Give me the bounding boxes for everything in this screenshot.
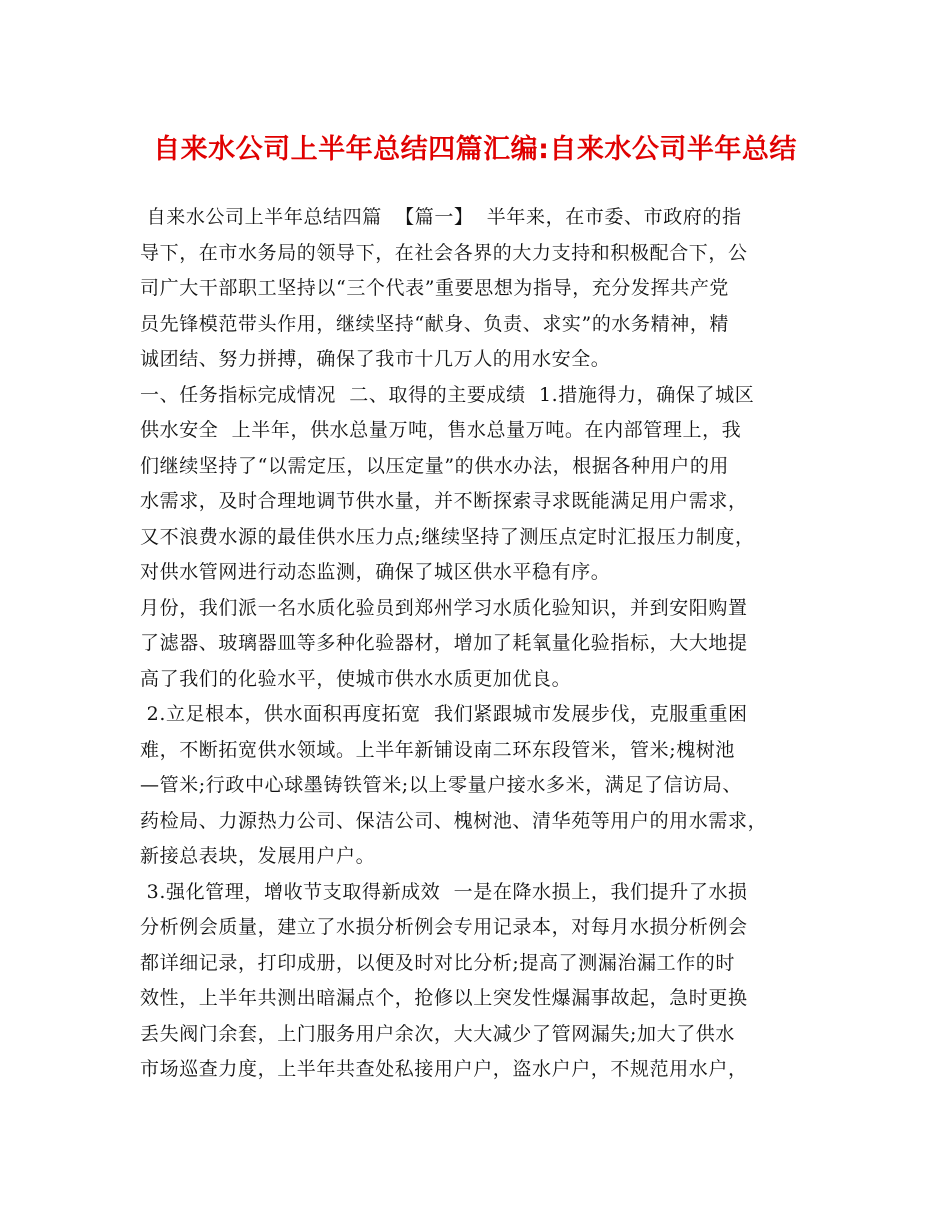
text-line: 药检局、力源热力公司、保洁公司、槐树池、清华苑等用户的用水需求， [140, 809, 768, 832]
text-line: 新接总表块，发展用户户。 [140, 845, 376, 867]
text-line: 们继续坚持了“以需定压，以压定量”的供水办法，根据各种用户的用 [140, 454, 730, 477]
text-line: 司广大干部职工坚持以“三个代表”重要思想为指导，充分发挥共产党 [140, 277, 730, 299]
text-line: 又不浪费水源的最佳供水压力点;继续坚持了测压点定时汇报压力制度， [140, 525, 755, 548]
text-line: 了滤器、玻璃器皿等多种化验器材，增加了耗氧量化验指标，大大地提 [140, 632, 748, 654]
text-line: 分析例会质量，建立了水损分析例会专用记录本，对每月水损分析例会 [140, 916, 748, 938]
document-title: 自来水公司上半年总结四篇汇编:自来水公司半年总结 [153, 134, 797, 165]
text-line: 导下，在市水务局的领导下，在社会各界的大力支持和积极配合下，公 [140, 241, 748, 264]
text-line: 一、任务指标完成情况 二、取得的主要成绩 1.措施得力，确保了城区 [140, 383, 755, 406]
text-line: 供水安全 上半年，供水总量万吨，售水总量万吨。在内部管理上，我 [140, 419, 742, 441]
text-line: —管米;行政中心球墨铸铁管米;以上零量户接水多米，满足了信访局、 [140, 774, 743, 796]
text-line: 效性，上半年共测出暗漏点个，抢修以上突发性爆漏事故起，急时更换 [140, 987, 748, 1009]
text-line: 对供水管网进行动态监测，确保了城区供水平稳有序。 [140, 561, 611, 583]
text-line: 月份，我们派一名水质化验员到郑州学习水质化验知识，并到安阳购置 [140, 596, 748, 619]
text-line: 都详细记录，打印成册，以便及时对比分析;提高了测漏治漏工作的时 [140, 951, 736, 974]
document-body [140, 200, 820, 1088]
text-line: 3.强化管理，增收节支取得新成效 一是在降水损上，我们提升了水损 [140, 880, 748, 903]
text-line: 诚团结、努力拼搏，确保了我市十几万人的用水安全。 [140, 348, 611, 370]
text-line: 水需求，及时合理地调节供水量，并不断探索寻求既能满足用户需求， [140, 490, 748, 512]
text-line: 高了我们的化验水平，使城市供水水质更加优良。 [140, 667, 572, 690]
text-line: 自来水公司上半年总结四篇 【篇一】 半年来，在市委、市政府的指 [140, 206, 742, 228]
text-line: 员先锋模范带头作用，继续坚持“献身、负责、求实”的水务精神，精 [140, 312, 730, 335]
text-line: 难，不断拓宽供水领域。上半年新铺设南二环东段管米，管米;槐树池 [140, 738, 736, 761]
text-line: 市场巡查力度，上半年共查处私接用户户，盗水户户，不规范用水户， [140, 1058, 748, 1080]
text-line: 2.立足根本，供水面积再度拓宽 我们紧跟城市发展步伐，克服重重困 [140, 703, 748, 725]
text-line: 丢失阀门余套，上门服务用户余次，大大减少了管网漏失;加大了供水 [140, 1022, 736, 1045]
